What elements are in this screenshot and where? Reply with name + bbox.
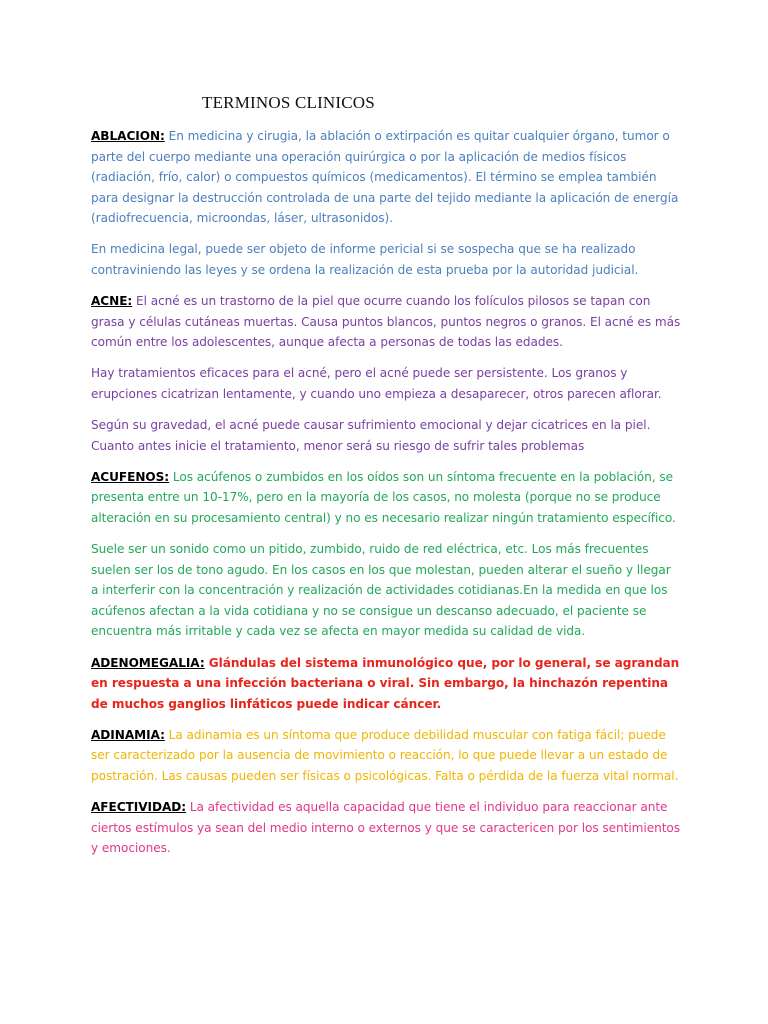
entry-acne-treatment: Hay tratamientos eficaces para el acné, pero el acné puede ser persistente. Los granos y erupciones cicatrizan lentamente, y cuando uno empieza a desaparecer, otros parecen aflorar. [91,366,662,402]
entry-adenomegalia-definition [91,653,681,715]
entry-acufenos-description: Suele ser un sonido como un pitido, zumbido, ruido de red eléctrica, etc. Los más frecuentes suelen ser los de tono agudo. En los casos en los que molestan, pueden alterar el sueño y llegar a interferir con la concentración y realización de actividades cotidianas.En la medida en que los acúfenos afectan a la vida cotidiana y no se consigue un descanso adecuado, el paciente se encuentra más irritable y cada vez se afecta en mayor medida su calidad de vida. [91,542,671,639]
term-acne: ACNE: [91,294,133,309]
term-acufenos: ACUFENOS: [91,469,170,484]
document-title: TERMINOS CLINICOS [202,93,375,112]
ablacion-text: En medicina y cirugia, la ablación o extirpación es quitar cualquier órgano, tumor o parte del cuerpo mediante una operación quirúrgica o por la aplicación de medios físicos (radiación, frío, calor) o compuestos químicos (medicamentos). El término se emplea también para designar la destrucción controlada de una parte del tejido mediante la aplicación de energía (radiofrecuencia, microondas, láser, ultrasonidos). [91,129,679,226]
entry-afectividad-definition [91,797,681,859]
adinamia-text: La adinamia es un síntoma que produce debilidad muscular con fatiga fácil; puede ser caracterizado por la ausencia de movimiento o reacción, lo que puede llevar a un estado de postración. Las causas pueden ser físicas o psicológicas. Falta o pérdida de la fuerza vital normal. [91,727,679,784]
acne-text: El acné es un trastorno de la piel que ocurre cuando los folículos pilosos se tapan con grasa y células cutáneas muertas. Causa puntos blancos, puntos negros o granos. El acné es más común entre los adolescentes, aunque afecta a personas de todas las edades. [91,294,681,350]
acufenos-text: Los acúfenos o zumbidos en los oídos son un síntoma frecuente en la población, se presenta entre un 10-17%, pero en la mayoría de los casos, no molesta (porque no se produce alteración en su procesamiento central) y no es necesario realizar ningún tratamiento específico. [91,469,676,525]
entry-acne-definition [91,291,681,353]
entry-ablacion-note: En medicina legal, puede ser objeto de informe pericial si se sospecha que se ha realizado contraviniendo las leyes y se ordena la realización de esta prueba por la autoridad judicial. [91,242,639,278]
entry-acne-severity: Según su gravedad, el acné puede causar sufrimiento emocional y dejar cicatrices en la piel. Cuanto antes inicie el tratamiento, menor será su riesgo de sufrir tales problemas [91,418,651,453]
adenomegalia-period: . [436,696,442,711]
entry-acufenos-definition [91,467,681,529]
afectividad-text: La afectividad es aquella capacidad que tiene el individuo para reaccionar ante ciertos estímulos ya sean del medio interno o externos y que se caractericen por los sentimientos y emociones. [91,800,681,856]
term-ablacion: ABLACION: [91,129,165,143]
term-afectividad: AFECTIVIDAD: [91,800,187,815]
document-body [91,126,681,869]
entry-ablacion-definition [91,126,681,229]
term-adinamia: ADINAMIA: [91,727,165,742]
term-adenomegalia: ADENOMEGALIA: [91,655,205,670]
adenomegalia-text: Glándulas del sistema inmunológico que, por lo general, se agrandan en respuesta a una infección bacteriana o viral. Sin embargo, la hinchazón repentina de muchos ganglios linfáticos puede indicar cáncer [91,655,680,711]
entry-adinamia-definition [91,725,681,787]
